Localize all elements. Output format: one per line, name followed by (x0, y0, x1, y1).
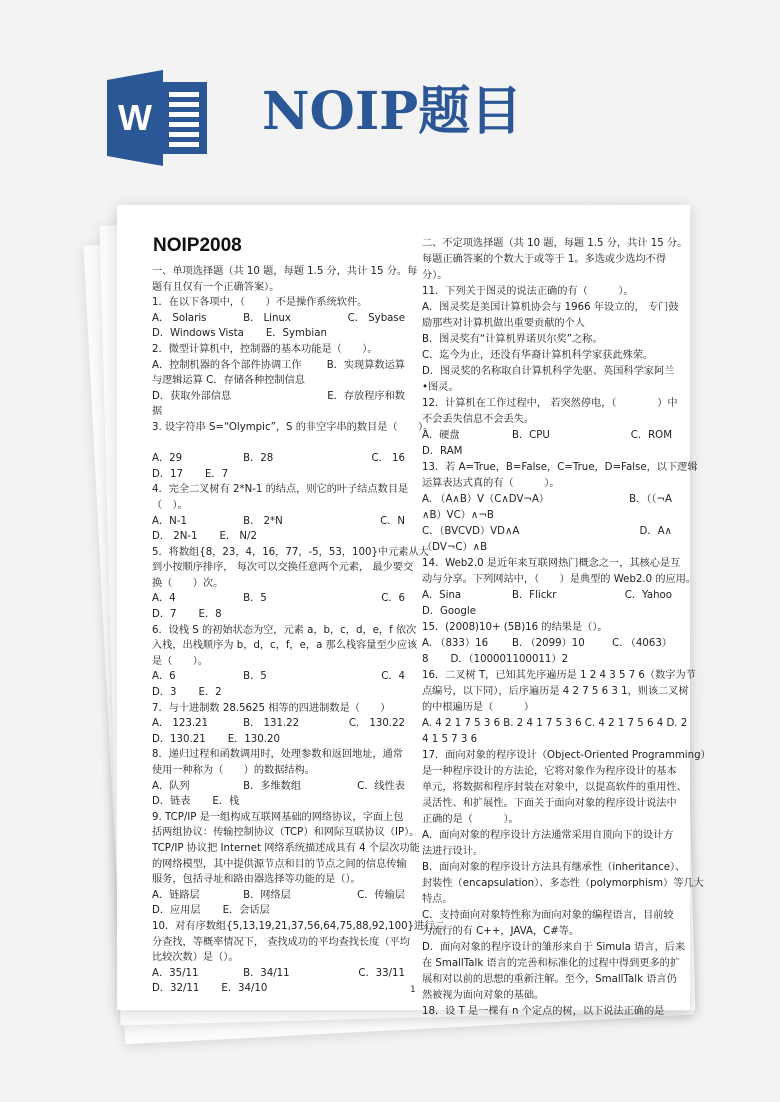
options-line (152, 685, 405, 701)
option-item: A．控制机器的各个部件协调工作 (152, 359, 302, 371)
text-line: 换（ ）次。 (152, 577, 224, 589)
option-item: A．6 (152, 671, 176, 683)
option-item: C．N (380, 515, 405, 527)
options-line (152, 732, 405, 748)
text-line: 单元，将数据和程序封装在对象中，以提高软件的重用性、 (422, 782, 687, 793)
text-line: 特点。 (422, 894, 453, 905)
text-line: A．图灵奖是美国计算机协会与 1966 年设立的， 专门鼓 (422, 302, 679, 313)
text-line: A. 4 2 1 7 5 3 6 B. 2 4 1 7 5 3 6 C. 4 2 1 7 5 6 4 D. 2 (422, 718, 688, 729)
option-item: C．4 (381, 671, 405, 683)
text-line: 的网络模型，其中提供源节点和目的节点之间的信息传输 (152, 858, 407, 870)
header-title: NOIP题目 (262, 81, 523, 142)
text-line: 15．(2008)10+ (5B)16 的结果是（）。 (422, 622, 608, 633)
option-item: E．7 (205, 468, 229, 480)
option-item: D． 2N-1 (152, 531, 198, 543)
text-line: 每题正确答案的个数大于或等于 1。多选或少选均不得 (422, 254, 667, 265)
options-line (152, 716, 405, 732)
text-line: 4 1 5 7 3 6 (422, 734, 478, 745)
text-line: 括两组协议：传输控制协议（TCP）和网际互联协议（IP）。 (152, 827, 420, 839)
option-item: A．链路层 (152, 889, 200, 901)
text-line: 使用一种称为（ ）的数据结构。 (152, 765, 315, 776)
option-item: D．应用层 (152, 905, 201, 917)
option-item: B．实现算数运算 (326, 359, 405, 371)
option-item: C．ROM (630, 430, 672, 441)
text-line: 10．对有序数组{5,13,19,21,37,56,64,75,88,92,100}进行二 (152, 920, 445, 932)
option-item: B． Linux (243, 312, 291, 324)
text-line: 在 SmallTalk 语言的完善和标准化的过程中得到更多的扩 (422, 958, 681, 969)
text-line: 14．Web2.0 是近年来互联网热门概念之一，其核心是互 (422, 558, 681, 569)
option-item: B．34/11 (243, 967, 290, 979)
option-item: B．28 (243, 453, 274, 465)
text-line: 13．若 A=True，B=False，C=True，D=False，以下逻辑 (422, 462, 698, 473)
page-number: 1 (410, 985, 416, 995)
option-item: D．17 (152, 468, 183, 480)
text-line: 然被视为面向对象的基础。 (422, 990, 545, 1001)
text-line: 点编号，以下同），后序遍历是 4 2 7 5 6 3 1，则该二叉树 (422, 686, 689, 697)
options-line (152, 358, 405, 374)
option-item: B．5 (243, 671, 267, 683)
option-item: B． 2*N (243, 515, 283, 527)
text-line: 据 (152, 406, 163, 418)
options-line (422, 588, 672, 604)
option-item: C．33/11 (358, 967, 405, 979)
text-line: D．Google (422, 606, 476, 617)
text-line: 是一种程序设计的方法论，它将对象作为程序设计的基本 (422, 766, 677, 777)
text-line: C．支持面向对象特性称为面向对象的编程语言，目前较 (422, 910, 674, 921)
text-line: TCP/IP 协议把 Internet 网络系统描述成具有 4 个层次功能 (152, 842, 420, 854)
option-item: 8 (422, 654, 429, 665)
text-line (152, 436, 405, 452)
options-line (152, 903, 405, 919)
text-line: C．迄今为止，还没有华裔计算机科学家获此殊荣。 (422, 350, 654, 361)
option-item: C．线性表 (357, 780, 405, 792)
option-item: E．8 (198, 609, 222, 621)
option-item: D．（100001100011）2 (450, 654, 569, 665)
text-line: 分查找，等概率情况下， 查找成功的平均查找长度（平均 (152, 936, 410, 948)
option-item: C．传输层 (357, 889, 405, 901)
text-line: （ ）。 (152, 499, 188, 511)
options-line (422, 492, 672, 508)
option-item: C． Sybase (347, 312, 405, 324)
text-line: 封装性（encapsulation）、多态性（polymorphism）等几大 (422, 878, 704, 889)
option-item: B． 131.22 (243, 718, 300, 730)
options-line (422, 652, 672, 668)
option-item: E．会话层 (222, 905, 270, 917)
text-line: 16．二叉树 T，已知其先序遍历是 1 2 4 3 5 7 6（数字为节 (422, 670, 696, 681)
text-line: （DV¬C）∧B (422, 542, 488, 553)
option-item: B．网络层 (243, 889, 291, 901)
options-line (152, 779, 405, 795)
text-line: 12．计算机在工作过程中， 若突然停电，（ ）中 (422, 398, 678, 409)
options-line (152, 794, 405, 810)
option-item: D．3 (152, 687, 177, 699)
text-line: •图灵。 (422, 382, 459, 393)
text-line: 与逻辑运算 C．存储各种控制信息 (152, 375, 305, 387)
options-line (152, 591, 405, 607)
text-line: A．面向对象的程序设计方法通常采用自顶向下的设计方 (422, 830, 674, 841)
option-item: A．N-1 (152, 515, 187, 527)
options-line (152, 311, 405, 327)
option-item: B．多维数组 (243, 780, 302, 792)
option-item: D．7 (152, 609, 177, 621)
option-item: C． 16 (371, 453, 405, 465)
word-logo-icon (107, 68, 217, 168)
option-item: E．栈 (212, 796, 240, 808)
text-line: 17．面向对象的程序设计（Object-Oriented Programming） (422, 750, 711, 761)
options-line (152, 326, 405, 342)
text-line: D．图灵奖的名称取自计算机科学先驱、英国科学家阿兰 (422, 366, 675, 377)
text-line: 11．下列关于图灵的说法正确的有（ ）。 (422, 286, 634, 297)
document-title: NOIP2008 (153, 235, 242, 256)
option-item: A．35/11 (152, 967, 199, 979)
options-line (152, 607, 405, 623)
text-line: 入栈，出栈顺序为 b，d，c，f，e，a 那么栈容量至少应该 (152, 640, 418, 652)
option-item: B．Flickr (512, 590, 557, 601)
options-line (422, 428, 672, 444)
text-line: 8．递归过程和函数调用时，处理参数和返回地址，通常 (152, 749, 403, 761)
option-item: B. （2099）10 (512, 638, 585, 649)
option-item: D．A∧ (639, 526, 672, 537)
text-line: 正确的是（ ）。 (422, 814, 519, 825)
text-line: B．面向对象的程序设计方法具有继承性（inheritance）、 (422, 862, 686, 873)
option-item: A．硬盘 (422, 430, 460, 441)
options-line (422, 636, 672, 652)
word-logo-letter: W (118, 97, 152, 138)
text-line: 分）。 (422, 270, 448, 281)
option-item: C．（BVCVD）VD∧A (422, 526, 520, 537)
options-line (152, 669, 405, 685)
option-item: A. （833）16 (422, 638, 489, 649)
options-line (152, 467, 405, 483)
text-line: 3. 设字符串 S=“Olympic”，S 的非空字串的数目是（ ）。 (152, 421, 434, 433)
right-column (422, 236, 711, 1020)
text-line: 题有且仅有一个正确答案）。 (152, 281, 280, 293)
text-line: D．面向对象的程序设计的雏形来自于 Simula 语言，后来 (422, 942, 686, 953)
option-item: B．（（¬A (629, 494, 672, 505)
text-line: 6．设栈 S 的初始状态为空，元素 a，b，c，d，e，f 依次 (152, 624, 417, 636)
document-page (117, 205, 711, 1017)
text-line: 运算表达式真的有（ ）。 (422, 478, 560, 489)
text-line: 5．将数组{8，23，4，16，77，-5，53，100}中元素从大 (152, 546, 429, 558)
option-item: B．5 (243, 593, 267, 605)
option-item: C．6 (381, 593, 405, 605)
text-line: 18．设 T 是一棵有 n 个定点的树，以下说法正确的是 (422, 1006, 665, 1017)
text-line: 7．与十进制数 28.5625 相等的四进制数是（ ） (152, 702, 391, 714)
text-line: 动与分享。下列网站中，（ ）是典型的 Web2.0 的应用。 (422, 574, 697, 585)
text-line: 灵活性、和扩展性。下面关于面向对象的程序设计说法中 (422, 798, 677, 809)
text-line: 不会丢失信息不会丢失。 (422, 414, 535, 425)
option-item: D．32/11 (152, 983, 200, 995)
option-item: E．2 (198, 687, 222, 699)
option-item: D．130.21 (152, 733, 206, 745)
options-line (152, 888, 405, 904)
text-line: 为流行的有 C++，JAVA，C#等。 (422, 926, 580, 937)
option-item: E． N/2 (219, 531, 257, 543)
option-item: E．Symbian (265, 328, 327, 340)
option-item: A． Solaris (152, 312, 207, 324)
text-line: D．RAM (422, 446, 463, 457)
option-item: C. （4063） (612, 638, 672, 649)
text-line: 法进行设计。 (422, 846, 484, 857)
text-line: 展和对以前的思想的重新注解。至今，SmallTalk 语言仍 (422, 974, 677, 985)
options-line (152, 514, 405, 530)
option-item: A．29 (152, 453, 183, 465)
text-line: 的中根遍历是（ ） (422, 702, 535, 713)
text-line: 到小按顺序排序， 每次可以交换任意两个元素， 最少要交 (152, 562, 414, 574)
text-line: B．图灵奖有“计算机界诺贝尔奖”之称。 (422, 334, 603, 345)
option-item: C． 130.22 (348, 718, 405, 730)
options-line (152, 966, 405, 982)
text-line: 1．在以下各项中，（ ）不是操作系统软件。 (152, 297, 368, 309)
options-line (422, 524, 672, 540)
text-line: 二、不定项选择题（共 10 题，每题 1.5 分，共计 15 分。 (422, 238, 688, 249)
option-item: C．Yahoo (624, 590, 672, 601)
options-line (152, 389, 405, 405)
option-item: E．34/10 (221, 983, 268, 995)
option-item: A．4 (152, 593, 176, 605)
option-item: D．Windows Vista (152, 328, 244, 340)
text-line: 4．完全二叉树有 2*N-1 的结点，则它的叶子结点数目是 (152, 484, 409, 496)
text-line: 比较次数）是（）。 (152, 952, 239, 964)
option-item: D．获取外部信息 (152, 390, 232, 402)
option-item: E．130.20 (227, 733, 280, 745)
options-line (152, 451, 405, 467)
option-item: A． 123.21 (152, 718, 209, 730)
option-item: E．存放程序和数 (327, 390, 405, 402)
options-line (152, 529, 405, 545)
text-line: 一、单项选择题（共 10 题，每题 1.5 分，共计 15 分。每 (152, 266, 418, 277)
option-item: D．链表 (152, 796, 191, 808)
option-item: A. （A∧B）V（C∧DV¬A） (422, 494, 550, 505)
text-line: 服务，包括寻址和路由器选择等功能的是（）。 (152, 874, 361, 886)
option-item: A．队列 (152, 780, 190, 792)
option-item: A．Sina (422, 590, 462, 601)
text-line: 9. TCP/IP 是一组构成互联网基础的网络协议，字面上包 (152, 811, 404, 823)
options-line (152, 981, 405, 997)
text-line: ∧B）VC）∧¬B (422, 510, 494, 521)
text-line: 是（ ）。 (152, 655, 209, 667)
text-line: 2．微型计算机中，控制器的基本功能是（ ）。 (152, 343, 378, 355)
text-line: 励那些对计算机做出重要贡献的个人 (422, 318, 585, 329)
option-item: B．CPU (512, 430, 550, 441)
